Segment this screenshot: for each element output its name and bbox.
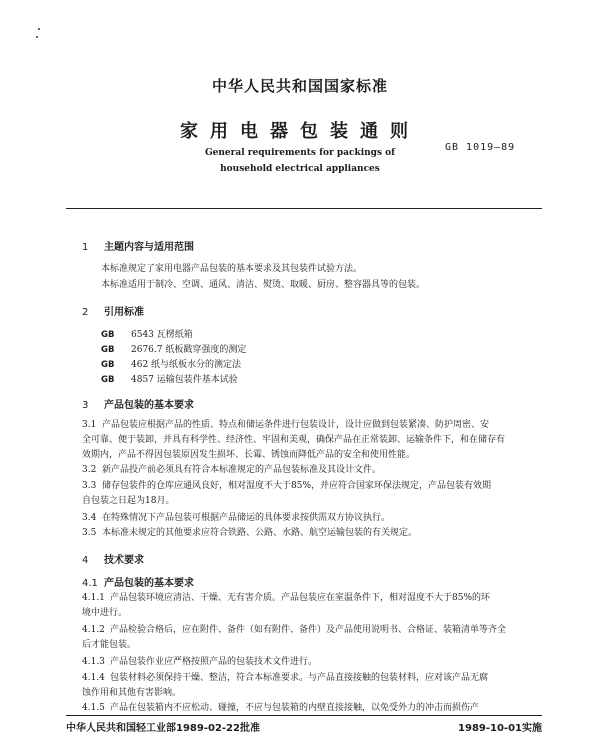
clause-4-1-3-text: 产品包装作业应严格按照产品的包装技术文件进行。 [110, 657, 318, 667]
clause-4-1-4-line-1 [82, 671, 488, 686]
clause-3-3-text: 储存包装件的仓库应通风良好，相对湿度不大于85%，并应符合国家环保法规定，产品包装有效期 [102, 481, 492, 491]
clause-3-2-text: 新产品投产前必须具有符合本标准规定的产品包装标准及其设计文件。 [102, 465, 382, 475]
section-4-heading [82, 551, 144, 566]
clause-3-1-number: 3.1 [82, 420, 97, 430]
approval-note: 中华人民共和国轻工业部1989-02-22批准 [66, 723, 260, 734]
clause-3-2 [82, 463, 381, 478]
section-1-para-2: 本标准适用于制冷、空调、通风、清洁、熨烫、取暖、厨房、整容器具等的包装。 [101, 280, 426, 290]
clause-3-5-number: 3.5 [82, 528, 97, 538]
section-1-title: 主题内容与适用范围 [104, 242, 194, 253]
clause-4-1-4-number: 4.1.4 [82, 673, 105, 683]
subsection-4-1-number: 4.1 [82, 578, 98, 589]
reference-item [101, 327, 193, 340]
reference-text: 2676.7 纸板戳穿强度的测定 [131, 345, 247, 355]
clause-4-1-5-line-1 [82, 701, 479, 716]
clause-4-1-1-text: 产品包装环境应清洁、干燥、无有害介质。产品包装应在室温条件下，相对湿度不大于85%的环 [110, 593, 491, 603]
clause-4-1-1-line-2: 境中进行。 [82, 608, 128, 618]
header-rule [66, 208, 542, 209]
clause-4-1-2-number: 4.1.2 [82, 625, 105, 635]
clause-4-1-4-line-2: 蚀作用和其他有害影响。 [82, 688, 182, 698]
clause-4-1-2-text: 产品检验合格后，应在附件、备件（如有附件、备件）及产品使用说明书、合格证、装箱清单等齐全 [110, 625, 507, 635]
subsection-4-1-heading [82, 574, 194, 589]
section-2-heading [82, 303, 144, 318]
clause-3-1-line-1 [82, 418, 489, 433]
reference-code: GB [101, 345, 115, 355]
clause-3-3-line-1 [82, 479, 491, 494]
reference-code: GB [101, 375, 115, 385]
clause-3-5-text: 本标准未规定的其他要求应符合铁路、公路、水路、航空运输包装的有关规定。 [102, 528, 418, 538]
clause-4-1-4-text: 包装材料必须保持干燥、整洁，符合本标准要求。与产品直接接触的包装材料，应对该产品无腐 [110, 673, 489, 683]
clause-3-1-text: 产品包装应根据产品的性质、特点和储运条件进行包装设计，设计应做到包装紧凑、防护周密、安 [102, 420, 490, 430]
clause-4-1-1-number: 4.1.1 [82, 593, 105, 603]
clause-4-1-3 [82, 655, 317, 670]
reference-text: 6543 瓦楞纸箱 [131, 330, 193, 340]
clause-3-1-line-3: 效期内，产品不得因包装原因发生损坏、长霉、锈蚀而降低产品的安全和使用性能。 [82, 450, 416, 460]
section-4-number: 4 [82, 555, 89, 566]
reference-code: GB [101, 330, 115, 340]
title-en-line2: household electrical appliances [220, 164, 380, 174]
reference-text: 462 纸与纸板水分的测定法 [131, 360, 242, 370]
clause-4-1-1-line-1 [82, 591, 490, 606]
clause-3-4-text: 在特殊情况下产品包装可根据产品储运的具体要求按供需双方协议执行。 [102, 513, 391, 523]
reference-text: 4857 运输包装件基本试验 [131, 375, 238, 385]
clause-3-3-line-2: 自包装之日起为18月。 [82, 496, 175, 506]
section-2-title: 引用标准 [104, 307, 144, 318]
clause-4-1-5-text: 产品在包装箱内不应松动、碰撞，不应与包装箱的内壁直接接触，以免受外力的冲击而损伤产 [110, 703, 480, 713]
reference-code: GB [101, 360, 115, 370]
clause-4-1-2-line-2: 后才能包装。 [82, 640, 137, 650]
scan-speck [36, 36, 38, 38]
title-en-line1: General requirements for packings of [204, 148, 396, 158]
section-1-para-1: 本标准规定了家用电器产品包装的基本要求及其包装件试验方法。 [101, 264, 363, 274]
clause-3-1-line-2: 全可靠、便于装卸，并具有科学性、经济性、牢固和美观，确保产品在正常装卸、运输条件下，和在储存有 [82, 435, 506, 445]
subsection-4-1-title: 产品包装的基本要求 [104, 578, 194, 589]
section-4-title: 技术要求 [104, 555, 144, 566]
standard-title-cn: 家用电器包装通则 [180, 121, 420, 142]
clause-4-1-2-line-1 [82, 623, 506, 638]
section-3-number: 3 [82, 400, 89, 411]
standard-code: GB 1019—89 [445, 142, 516, 153]
footer-rule [66, 715, 542, 716]
section-3-title: 产品包装的基本要求 [104, 400, 194, 411]
clause-4-1-5-number: 4.1.5 [82, 703, 105, 713]
section-1-heading [82, 238, 194, 253]
clause-3-2-number: 3.2 [82, 465, 97, 475]
section-2-number: 2 [82, 307, 89, 318]
implementation-date: 1989-10-01实施 [458, 723, 542, 734]
section-1-number: 1 [82, 242, 89, 253]
reference-item [101, 342, 246, 355]
section-3-heading [82, 396, 194, 411]
clause-3-5 [82, 526, 417, 541]
scan-speck [38, 28, 40, 30]
clause-3-3-number: 3.3 [82, 481, 97, 491]
clause-4-1-3-number: 4.1.3 [82, 657, 105, 667]
reference-item [101, 372, 238, 385]
clause-3-4-number: 3.4 [82, 513, 97, 523]
clause-3-4 [82, 511, 390, 526]
national-standard-title: 中华人民共和国国家标准 [211, 77, 388, 95]
reference-item [101, 357, 241, 370]
